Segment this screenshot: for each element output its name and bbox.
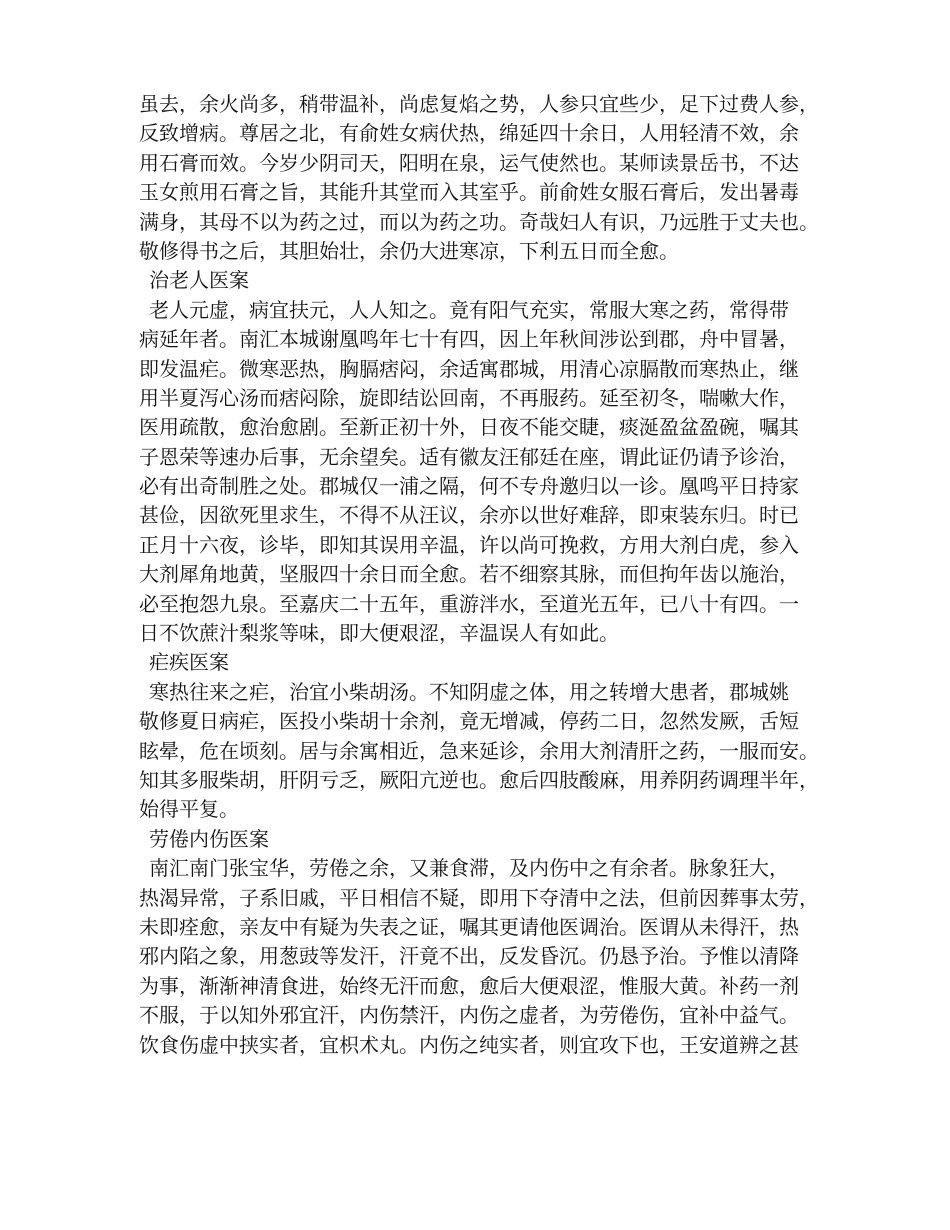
text-line: 敬修夏日病疟，医投小柴胡十余剂，竟无增减，停药二日，忽然发厥，舌短 xyxy=(139,709,799,734)
text-line: 甚俭，因欲死里求生，不得不从汪议，余亦以世好难辞，即束装东归。时已 xyxy=(139,503,799,528)
text-line: 敬修得书之后，其胆始壮，余仍大进寒凉，下利五日而全愈。 xyxy=(139,238,679,263)
section-heading: 疟疾医案 xyxy=(149,650,229,675)
section-elderly xyxy=(139,266,829,648)
text-line: 大剂犀角地黄，坚服四十余日而全愈。若不细察其脉，而但拘年齿以施治， xyxy=(139,562,799,587)
text-line: 玉女煎用石膏之旨，其能升其堂而入其室乎。前俞姓女服石膏后，发出暑毒 xyxy=(139,180,799,205)
text-line: 子恩荣等速办后事，无余望矣。适有徽友汪郁廷在座，谓此证仍请予诊治， xyxy=(139,444,799,469)
text-line: 热渴异常，子系旧戚，平日相信不疑，即用下夺清中之法，但前因葬事太劳， xyxy=(139,885,819,910)
text-line: 必有出奇制胜之处。郡城仅一浦之隔，何不专舟邀归以一诊。凰鸣平日持家 xyxy=(139,474,799,499)
text-line: 邪内陷之象，用葱豉等发汗，汗竟不出，反发昏沉。仍恳予治。予惟以清降 xyxy=(139,944,799,969)
text-line: 眩晕，危在顷刻。居与余寓相近，急来延诊，余用大剂清肝之药，一服而安。 xyxy=(139,738,819,763)
section-fatigue xyxy=(139,825,829,1060)
text-line: 饮食伤虚中挟实者，宜枳术丸。内伤之纯实者，则宜攻下也，王安道辨之甚 xyxy=(139,1032,799,1057)
text-line: 南汇南门张宝华，劳倦之余，又兼食滞，及内伤中之有余者。脉象狂大， xyxy=(149,856,789,881)
text-line: 知其多服柴胡，肝阴亏乏，厥阳亢逆也。愈后四肢酸麻，用养阴药调理半年， xyxy=(139,767,819,792)
section-intro xyxy=(139,90,829,266)
text-line: 用石膏而效。今岁少阴司天，阳明在泉，运气使然也。某师读景岳书，不达 xyxy=(139,150,799,175)
text-line: 未即痊愈，亲友中有疑为失表之证，嘱其更请他医调治。医谓从未得汗，热 xyxy=(139,914,799,939)
text-line: 老人元虚，病宜扶元，人人知之。竟有阳气充实，常服大寒之药，常得带 xyxy=(149,297,789,322)
text-line: 正月十六夜，诊毕，即知其误用辛温，许以尚可挽救，方用大剂白虎，参入 xyxy=(139,532,799,557)
text-line: 即发温疟。微寒恶热，胸膈痞闷，余适寓郡城，用清心凉膈散而寒热止，继 xyxy=(139,356,799,381)
text-line: 反致增病。尊居之北，有俞姓女病伏热，绵延四十余日，人用轻清不效，余 xyxy=(139,121,799,146)
text-line: 医用疏散，愈治愈剧。至新正初十外，日夜不能交睫，痰涎盈盆盈碗，嘱其 xyxy=(139,415,799,440)
text-line: 为事，渐渐神清食进，始终无汗而愈，愈后大便艰涩，惟服大黄。补药一剂 xyxy=(139,973,799,998)
text-line: 必至抱怨九泉。至嘉庆二十五年，重游泮水，至道光五年，已八十有四。一 xyxy=(139,591,799,616)
text-line: 虽去，余火尚多，稍带温补，尚虑复焰之势，人参只宜些少，足下过费人参， xyxy=(139,92,819,116)
section-heading: 劳倦内伤医案 xyxy=(149,826,269,851)
text-line: 用半夏泻心汤而痞闷除，旋即结讼回南，不再服药。延至初冬，喘嗽大作， xyxy=(139,385,799,410)
section-malaria xyxy=(139,648,829,824)
text-line: 日不饮蔗汁梨浆等味，即大便艰涩，辛温误人有如此。 xyxy=(139,621,619,646)
text-line: 寒热往来之疟，治宜小柴胡汤。不知阴虚之体，用之转增大患者，郡城姚 xyxy=(149,679,789,704)
section-heading: 治老人医案 xyxy=(149,268,249,293)
document-body xyxy=(139,90,829,1060)
text-line: 始得平复。 xyxy=(139,797,239,822)
text-line: 满身，其母不以为药之过，而以为药之功。奇哉妇人有识，乃远胜于丈夫也。 xyxy=(139,209,819,234)
text-line: 病延年者。南汇本城谢凰鸣年七十有四，因上年秋间涉讼到郡，舟中冒暑， xyxy=(139,327,799,352)
text-line: 不服，于以知外邪宜汗，内伤禁汗，内伤之虚者，为劳倦伤，宜补中益气。 xyxy=(139,1003,799,1028)
